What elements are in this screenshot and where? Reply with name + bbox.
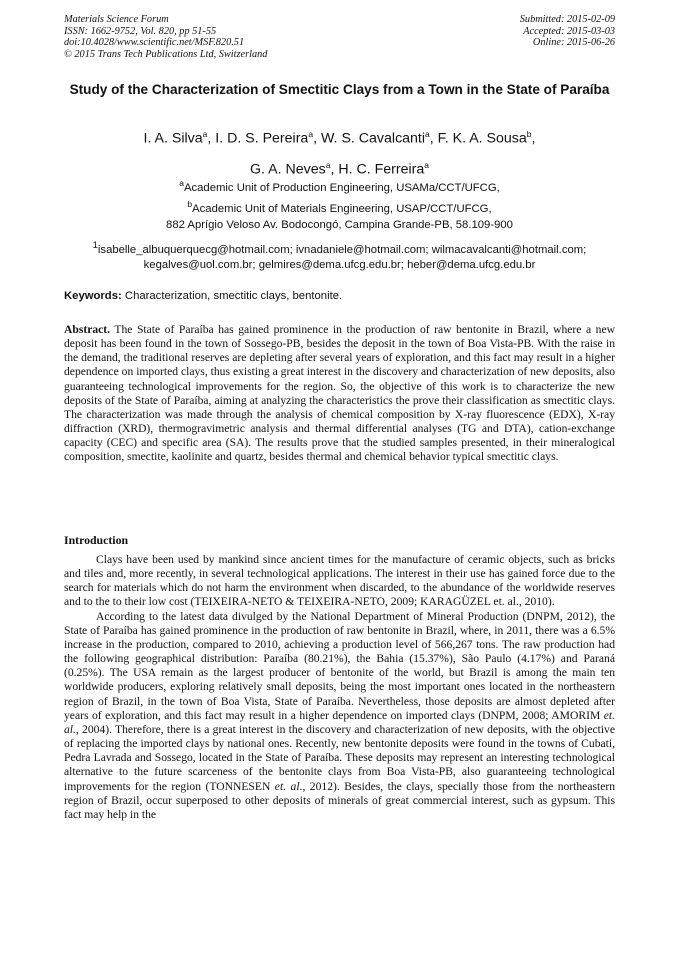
email-text: isabelle_albuquerquecg@hotmail.com; ivnadaniele@hotmail.com; wilmacavalcanti@hotmail.com; [97,243,587,256]
intro-text: According to the latest data divulged by the National Department of Mineral Production (DNPM, 2012), the State of Paraíba has gained prominence in the production of raw bentonite in Brazil, where, in 2011, there was a 6.5% increase in the production, compared to 2010, achieving a production level of 566,267 tons. The raw production had the following geographical distribution: Paraíba (80.21%), the Bahia (15.37%), São Paulo (4.17%) and Paraná (0.25%). The USA remain as the largest producer of bentonite of the world, but Brazil is among the main ten worldwide producers, exploring relatively small deposits, being the most important ones located in the northeastern region of Brazil, in the town of Boa Vista, State of Paraíba. Nevertheless, those deposits are almost depleted after years of exploration, and this fact may result in a higher dependence on imported clays (DNPM, 2008; AMORIM [64,609,615,722]
keywords [64,289,615,303]
email-mark: 1 [92,239,98,250]
date-online: Online: 2015-06-26 [532,37,615,49]
keywords-text: Characterization, smectitic clays, bentonite. [124,290,343,302]
journal-copyright: © 2015 Trans Tech Publications Ltd, Switzerland [64,48,268,60]
intro-etal: et. al. [64,708,615,736]
intro-paragraph-2 [64,610,615,822]
journal-info [64,14,267,60]
author-affiliation-mark: a [424,159,429,170]
author-emails [64,237,615,273]
affiliation-mark: a [179,178,184,188]
author-separator: , [429,130,438,147]
author-affiliation-mark: a [308,129,314,139]
affiliation-address: 882 Aprígio Veloso Av. Bodocongó, Campina Grande-PB, 58.109-900 [166,219,513,231]
author-name: F. K. A. Sousa [437,130,527,147]
author-affiliation-mark: a [202,129,208,139]
author-name: W. S. Cavalcanti [320,130,426,147]
author-affiliation-mark: a [325,159,331,170]
date-submitted: Submitted: 2015-02-09 [519,14,615,25]
publication-dates [520,14,615,49]
introduction-body [64,553,615,822]
author-affiliation-mark: a [425,129,430,139]
intro-etal: et. al [274,779,300,793]
author-affiliation-mark: b [526,129,532,139]
intro-text: ., 2012). Besides, the clays, specially those from the northeastern region of Brazil, occur superposed to other deposits of minerals of great commercial interest, such as gypsum. This fact may help in the [64,779,615,821]
intro-text: , 2004). Therefore, there is a great interest in the discovery and characterization of new deposits, with the objective of replacing the imported clays by national ones. Recently, new bentonite deposits were found in the towns of Cubati, Pedra Lavrada and Sossego, located in the State of Paraíba. These deposits may represent an interesting technological alternative to the future scarceness of the bentonite clays from Boa Vista-PB, also guaranteeing technological improvements for the region (TONNESEN [64,722,615,793]
author-name: I. A. Silva [143,130,203,147]
journal-issn: ISSN: 1662-9752, Vol. 820, pp 51-55 [64,25,217,37]
abstract [64,323,615,465]
section-heading-introduction: Introduction [64,533,129,547]
affiliation-text: Academic Unit of Production Engineering, USAMa/CCT/UFCG, [183,181,500,194]
author-name: I. D. S. Pereira [215,130,309,147]
abstract-label: Abstract. [64,323,111,336]
email-line-1 [64,237,615,258]
journal-doi: doi:10.4028/www.scientific.net/MSF.820.51 [64,37,245,49]
keywords-label: Keywords: [64,290,122,302]
paper-title: Study of the Characterization of Smectitic Clays from a Town in the State of Paraíba [69,82,610,97]
abstract-text: The State of Paraíba has gained prominence in the production of raw bentonite in Brazil, where a new deposit has been found in the town of Sossego-PB, besides the deposit in the town of Boa Vista-PB. With the raise in the demand, the traditional reserves are depleting after several years of exploration, and this fact may result in a higher dependence on imported clays, thus existing a great interest in the discovery and characterization of new deposits, also guaranteeing technological improvements for the region. So, the objective of this work is to characterize the new deposits of the State of Paraíba, aiming at analyzing the characteristics the prove their classification as smectitic clays. The characterization was made through the analysis of chemical composition by X-ray fluorescence (EDX), X-ray diffraction (XRD), thermogravimetric analysis and thermal differential analyses (TG and DTA), cation-exchange capacity (CEC) and specific area (SA). The results prove that the studied samples presented, in their mineralogical composition, smectite, kaolinite and quartz, besides thermal and chemical behavior typical smectitic clays. [64,323,615,464]
author-list [64,121,615,182]
date-accepted: Accepted: 2015-03-03 [523,25,615,37]
author-separator: , [330,161,339,178]
author-separator: , [313,130,321,147]
email-line-2: kegalves@uol.com.br; gelmires@dema.ufcg.edu.br; heber@dema.ufcg.edu.br [143,258,536,271]
author-line-1 [64,121,615,152]
affiliation-mark: b [187,199,193,209]
author-name: G. A. Neves [250,161,326,178]
author-name: H. C. Ferreira [338,161,425,178]
author-separator: , [207,130,216,147]
affiliation-text: Academic Unit of Materials Engineering, USAP/CCT/UFCG, [192,202,492,215]
journal-name: Materials Science Forum [64,14,169,25]
affiliation-b [64,197,615,217]
intro-paragraph-1: Clays have been used by mankind since ancient times for the manufacture of ceramic objects, such as bricks and tiles and, more recently, in several technological applications. The interest in their use has gained force due to the search for materials which do not harm the environment when discarded, to the abundance of the worldwide reserves and to the to their low cost (TEIXEIRA-NETO & TEIXEIRA-NETO, 2009; KARAGÜZEL et. al., 2010). [64,553,615,609]
affiliation-a [64,176,615,196]
author-separator: , [531,130,536,147]
